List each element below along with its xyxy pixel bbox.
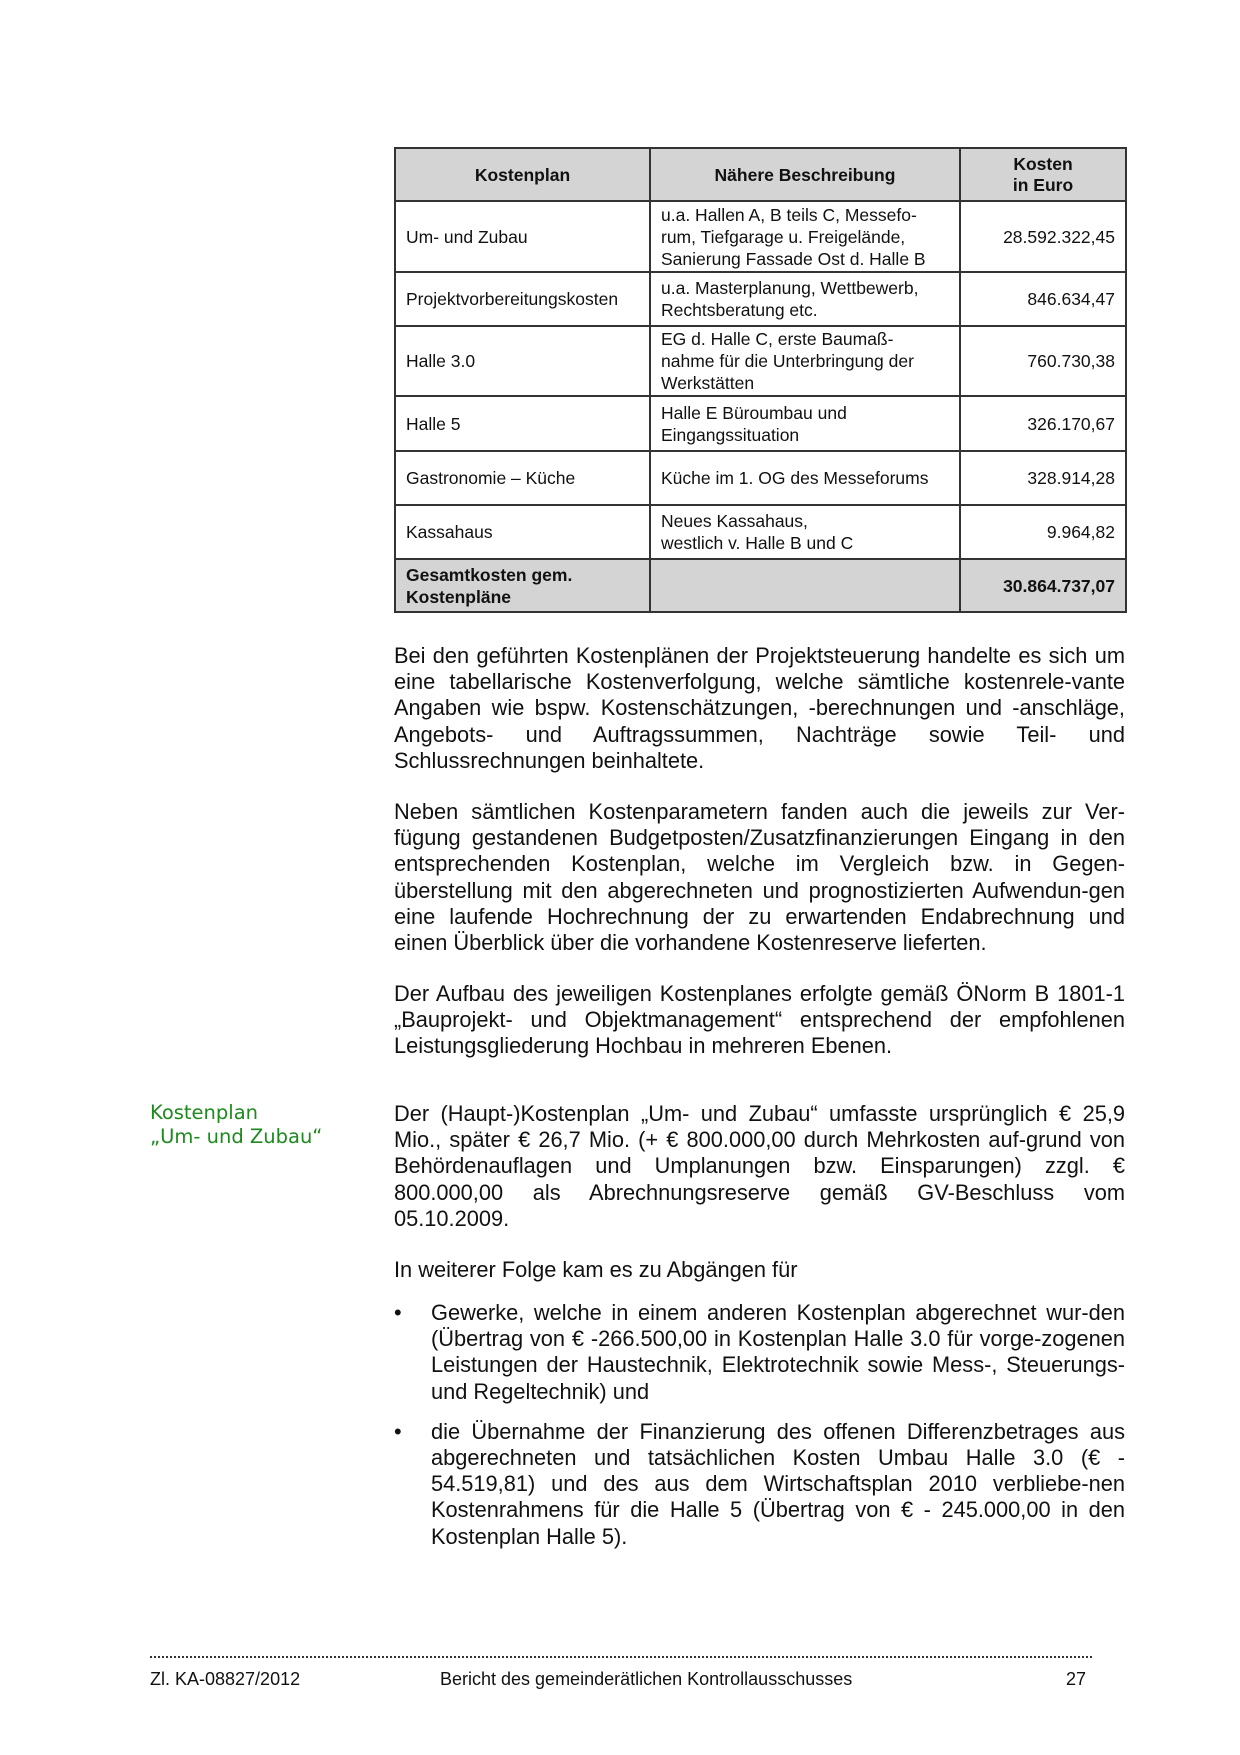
cell-plan: Halle 3.0 xyxy=(395,326,650,396)
page-number: 27 xyxy=(1066,1669,1087,1689)
cell-cost: 328.914,28 xyxy=(960,451,1126,505)
paragraph-hauptkostenplan: Der (Haupt-)Kostenplan „Um- und Zubau“ umfasste ursprünglich € 25,9 Mio., später € 26,7 Mio. (+ € 800.000,00 durch Mehrkosten auf-grund von Behördenauflagen und Umplanungen bzw. Einsparungen) zzgl. € 800.000,00 als Abrechnungsreserve gemäß GV-Beschluss vom 05.10.2009. xyxy=(394,1101,1125,1231)
header-kosten: Kosten in Euro xyxy=(960,148,1126,201)
list-item-text: Gewerke, welche in einem anderen Kostenplan abgerechnet wur-den (Übertrag von € -266.500,00 in Kostenplan Halle 3.0 für vorge-zogenen Leistungen der Haustechnik, Elektrotechnik sowie Mess-, Steuerungs- und Regeltechnik) und xyxy=(431,1300,1125,1404)
table-total-row xyxy=(395,559,1126,612)
table-row xyxy=(395,201,1126,272)
cell-plan: Um- und Zubau xyxy=(395,201,650,272)
cell-desc: Halle E Büroumbau und Eingangssituation xyxy=(650,396,960,451)
cell-cost: 760.730,38 xyxy=(960,326,1126,396)
cell-plan: Halle 5 xyxy=(395,396,650,451)
cell-cost: 9.964,82 xyxy=(960,505,1126,559)
total-label: Gesamtkosten gem. Kostenpläne xyxy=(395,559,650,612)
table-header-row xyxy=(395,148,1126,201)
cell-desc: u.a. Hallen A, B teils C, Messefo- rum, Tiefgarage u. Freigelände, Sanierung Fassade Ost d. Halle B xyxy=(650,201,960,272)
paragraph-aufbau: Der Aufbau des jeweiligen Kostenplanes erfolgte gemäß ÖNorm B 1801-1 „Bauprojekt- und Objektmanagement“ entsprechend der empfohlenen Leistungsgliederung Hochbau in mehreren Ebenen. xyxy=(394,981,1125,1059)
cell-plan: Gastronomie – Küche xyxy=(395,451,650,505)
list-item xyxy=(394,1419,1125,1550)
table-row xyxy=(395,451,1126,505)
paragraph-abgaenge-intro: In weiterer Folge kam es zu Abgängen für xyxy=(394,1257,798,1282)
table-row xyxy=(395,505,1126,559)
bullet-icon: • xyxy=(394,1418,402,1444)
footer-divider xyxy=(150,1656,1092,1658)
cell-cost: 846.634,47 xyxy=(960,272,1126,326)
paragraph-kostenparameter: Neben sämtlichen Kostenparametern fanden auch die jeweils zur Ver-fügung gestandenen Budgetposten/Zusatzfinanzierungen Eingang in den entsprechenden Kostenplan, welche im Vergleich bzw. in Gegen-überstellung mit den abgerechneten und prognostizierten Aufwendun-gen eine laufende Hochrechnung der zu erwartenden Endabrechnung und einen Überblick über die vorhandene Kostenreserve lieferten. xyxy=(394,799,1125,956)
cost-table xyxy=(394,147,1127,613)
cell-desc: Küche im 1. OG des Messeforums xyxy=(650,451,960,505)
header-beschreibung: Nähere Beschreibung xyxy=(650,148,960,201)
header-kostenplan: Kostenplan xyxy=(395,148,650,201)
total-cost: 30.864.737,07 xyxy=(960,559,1126,612)
footer-reference: Zl. KA-08827/2012 xyxy=(150,1669,301,1689)
list-item-text: die Übernahme der Finanzierung des offenen Differenzbetrages aus abgerechneten und tatsächlichen Kosten Umbau Halle 3.0 (€ - 54.519,81) und des aus dem Wirtschaftsplan 2010 verbliebe-nen Kostenrahmens für die Halle 5 (Übertrag von € - 245.000,00 in den Kostenplan Halle 5). xyxy=(431,1418,1125,1549)
cell-cost: 28.592.322,45 xyxy=(960,201,1126,272)
cell-cost: 326.170,67 xyxy=(960,396,1126,451)
list-item xyxy=(394,1300,1125,1405)
paragraph-kostenverfolgung: Bei den geführten Kostenplänen der Projektsteuerung handelte es sich um eine tabellarische Kostenverfolgung, welche sämtliche kostenrele-vante Angaben wie bspw. Kostenschätzungen, -berechnungen und -anschläge, Angebots- und Auftragssummen, Nachträge sowie Teil- und Schlussrechnungen beinhaltete. xyxy=(394,643,1125,773)
cell-desc: EG d. Halle C, erste Baumaß- nahme für die Unterbringung der Werkstätten xyxy=(650,326,960,396)
bullet-icon: • xyxy=(394,1300,402,1325)
cell-plan: Kassahaus xyxy=(395,505,650,559)
abgaenge-list xyxy=(394,1300,1125,1564)
cell-desc: Neues Kassahaus, westlich v. Halle B und C xyxy=(650,505,960,559)
total-desc xyxy=(650,559,960,612)
table-row xyxy=(395,396,1126,451)
cell-plan: Projektvorbereitungskosten xyxy=(395,272,650,326)
table-row xyxy=(395,272,1126,326)
table-row xyxy=(395,326,1126,396)
cell-desc: u.a. Masterplanung, Wettbewerb, Rechtsberatung etc. xyxy=(650,272,960,326)
footer-title: Bericht des gemeinderätlichen Kontrollausschusses xyxy=(440,1669,853,1689)
margin-note: Kostenplan „Um- und Zubau“ xyxy=(150,1101,323,1148)
